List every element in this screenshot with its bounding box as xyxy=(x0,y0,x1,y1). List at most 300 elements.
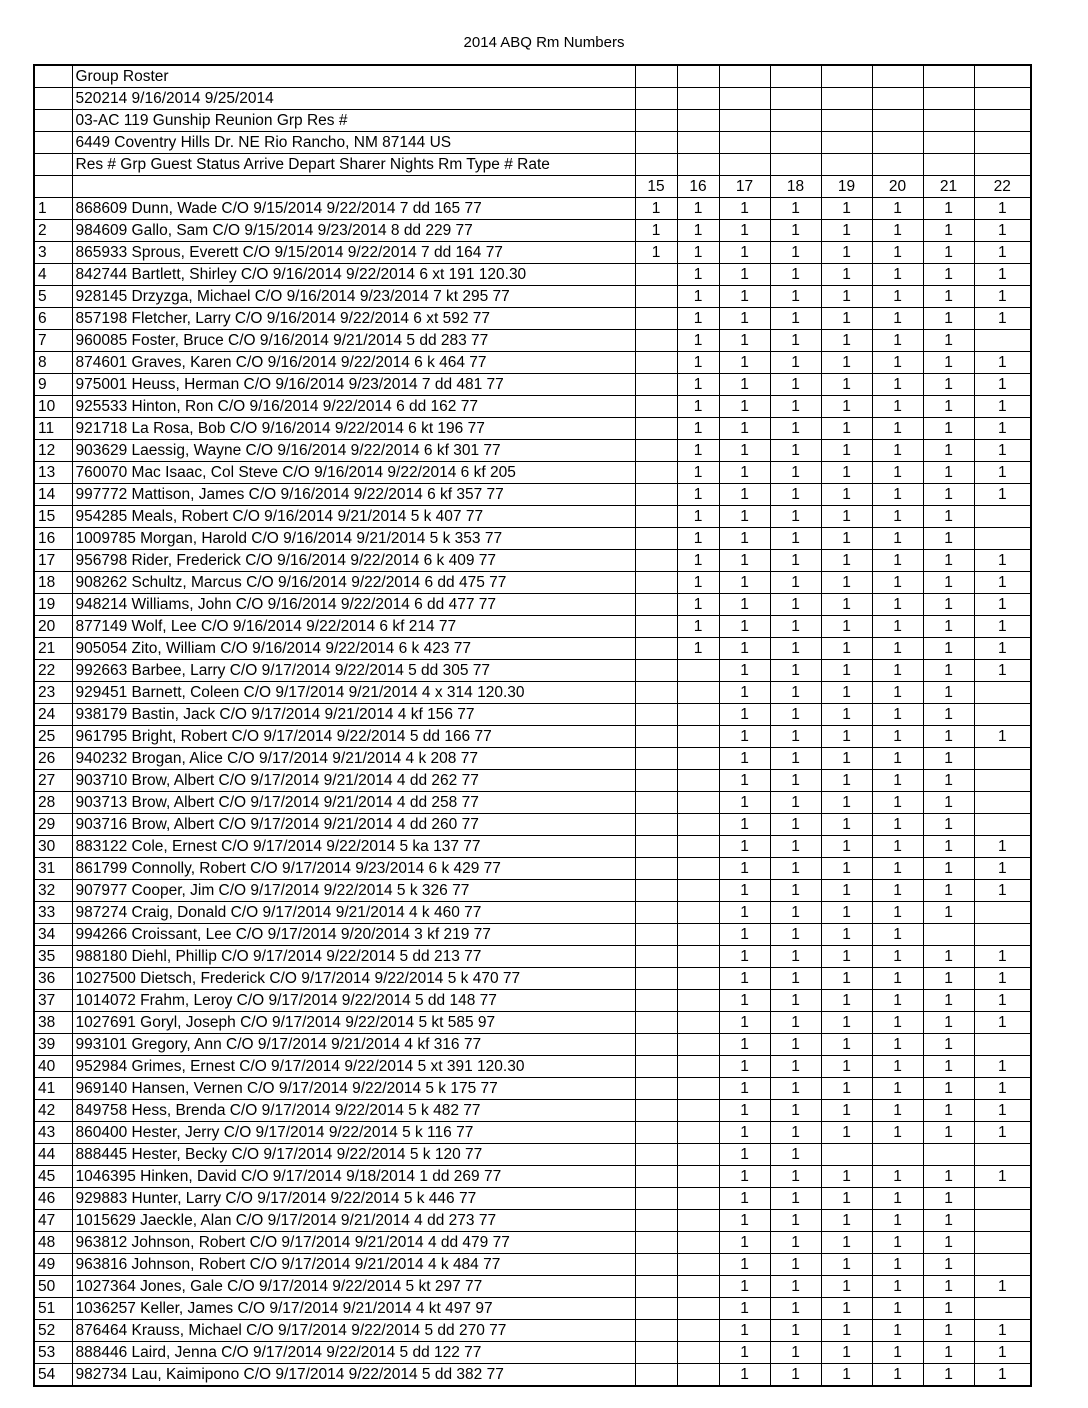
table-row xyxy=(34,352,1031,374)
row-number: 40 xyxy=(34,1056,72,1078)
night-cell-15 xyxy=(635,748,677,770)
night-cell-19: 1 xyxy=(821,682,872,704)
night-cell-19: 1 xyxy=(821,418,872,440)
night-cell-17: 1 xyxy=(719,1144,770,1166)
row-number: 33 xyxy=(34,902,72,924)
night-cell-17: 1 xyxy=(719,770,770,792)
night-cell-20: 1 xyxy=(872,1188,923,1210)
night-cell-17: 1 xyxy=(719,352,770,374)
night-cell-20: 1 xyxy=(872,462,923,484)
table-row xyxy=(34,440,1031,462)
header-info-text: 03-AC 119 Gunship Reunion Grp Res # xyxy=(72,110,635,132)
table-row xyxy=(34,1034,1031,1056)
night-cell-15 xyxy=(635,638,677,660)
day-cell xyxy=(677,154,719,176)
row-number: 19 xyxy=(34,594,72,616)
night-cell-21: 1 xyxy=(923,286,974,308)
night-cell-22: 1 xyxy=(974,858,1031,880)
table-row xyxy=(34,506,1031,528)
night-cell-18: 1 xyxy=(770,814,821,836)
guest-reservation-text: 929451 Barnett, Coleen C/O 9/17/2014 9/21/2014 4 x 314 120.30 xyxy=(72,682,635,704)
night-cell-22: 1 xyxy=(974,198,1031,220)
night-cell-17: 1 xyxy=(719,902,770,924)
row-number: 14 xyxy=(34,484,72,506)
night-cell-20: 1 xyxy=(872,946,923,968)
guest-reservation-text: 760070 Mac Isaac, Col Steve C/O 9/16/2014 9/22/2014 6 kf 205 xyxy=(72,462,635,484)
night-cell-17: 1 xyxy=(719,660,770,682)
night-cell-18: 1 xyxy=(770,1188,821,1210)
night-cell-22 xyxy=(974,1144,1031,1166)
guest-reservation-text: 903710 Brow, Albert C/O 9/17/2014 9/21/2014 4 dd 262 77 xyxy=(72,770,635,792)
table-row xyxy=(34,1166,1031,1188)
night-cell-20: 1 xyxy=(872,286,923,308)
night-cell-19: 1 xyxy=(821,924,872,946)
night-cell-16 xyxy=(677,1144,719,1166)
night-cell-20: 1 xyxy=(872,396,923,418)
row-number-cell xyxy=(34,176,72,198)
row-number: 25 xyxy=(34,726,72,748)
night-cell-15 xyxy=(635,902,677,924)
night-cell-19: 1 xyxy=(821,1232,872,1254)
night-cell-16: 1 xyxy=(677,330,719,352)
guest-reservation-text: 987274 Craig, Donald C/O 9/17/2014 9/21/2014 4 k 460 77 xyxy=(72,902,635,924)
row-number-cell xyxy=(34,154,72,176)
night-cell-18: 1 xyxy=(770,1232,821,1254)
table-row xyxy=(34,1364,1031,1387)
night-cell-19: 1 xyxy=(821,528,872,550)
night-cell-16 xyxy=(677,1364,719,1387)
night-cell-21: 1 xyxy=(923,726,974,748)
guest-reservation-text: 849758 Hess, Brenda C/O 9/17/2014 9/22/2014 5 k 482 77 xyxy=(72,1100,635,1122)
night-cell-17: 1 xyxy=(719,1078,770,1100)
night-cell-21: 1 xyxy=(923,968,974,990)
header-info-row xyxy=(34,65,1031,88)
night-cell-20 xyxy=(872,1144,923,1166)
row-number: 12 xyxy=(34,440,72,462)
day-cell xyxy=(635,132,677,154)
night-cell-19: 1 xyxy=(821,858,872,880)
guest-reservation-text: 984609 Gallo, Sam C/O 9/15/2014 9/23/2014 8 dd 229 77 xyxy=(72,220,635,242)
night-cell-19: 1 xyxy=(821,1122,872,1144)
night-cell-20: 1 xyxy=(872,1056,923,1078)
night-cell-17: 1 xyxy=(719,1364,770,1387)
guest-reservation-text: 861799 Connolly, Robert C/O 9/17/2014 9/23/2014 6 k 429 77 xyxy=(72,858,635,880)
night-cell-17: 1 xyxy=(719,682,770,704)
header-info-text: Res # Grp Guest Status Arrive Depart Sharer Nights Rm Type # Rate xyxy=(72,154,635,176)
table-row xyxy=(34,220,1031,242)
night-cell-19: 1 xyxy=(821,1298,872,1320)
row-number: 37 xyxy=(34,990,72,1012)
night-cell-15 xyxy=(635,858,677,880)
row-number: 26 xyxy=(34,748,72,770)
guest-reservation-text: 948214 Williams, John C/O 9/16/2014 9/22/2014 6 dd 477 77 xyxy=(72,594,635,616)
day-cell xyxy=(821,110,872,132)
night-cell-16 xyxy=(677,1166,719,1188)
night-cell-22 xyxy=(974,330,1031,352)
night-cell-19: 1 xyxy=(821,726,872,748)
night-cell-20: 1 xyxy=(872,902,923,924)
night-cell-19: 1 xyxy=(821,902,872,924)
night-cell-16 xyxy=(677,1232,719,1254)
day-cell xyxy=(872,88,923,110)
night-cell-20: 1 xyxy=(872,990,923,1012)
night-cell-20: 1 xyxy=(872,748,923,770)
row-number: 43 xyxy=(34,1122,72,1144)
night-cell-22 xyxy=(974,770,1031,792)
table-row xyxy=(34,1320,1031,1342)
night-cell-19: 1 xyxy=(821,352,872,374)
guest-reservation-text: 903713 Brow, Albert C/O 9/17/2014 9/21/2014 4 dd 258 77 xyxy=(72,792,635,814)
night-cell-16 xyxy=(677,682,719,704)
table-row xyxy=(34,770,1031,792)
night-cell-21: 1 xyxy=(923,1254,974,1276)
night-cell-18: 1 xyxy=(770,220,821,242)
row-number: 39 xyxy=(34,1034,72,1056)
night-cell-15: 1 xyxy=(635,220,677,242)
row-number-cell xyxy=(34,132,72,154)
night-cell-22 xyxy=(974,704,1031,726)
night-cell-18: 1 xyxy=(770,594,821,616)
night-cell-20: 1 xyxy=(872,550,923,572)
guest-reservation-text: 954285 Meals, Robert C/O 9/16/2014 9/21/2014 5 k 407 77 xyxy=(72,506,635,528)
night-cell-18: 1 xyxy=(770,286,821,308)
row-number: 11 xyxy=(34,418,72,440)
day-cell xyxy=(821,65,872,88)
day-cell xyxy=(770,88,821,110)
night-cell-22: 1 xyxy=(974,1012,1031,1034)
night-cell-18: 1 xyxy=(770,858,821,880)
day-cell xyxy=(872,154,923,176)
night-cell-15 xyxy=(635,1188,677,1210)
night-cell-18: 1 xyxy=(770,638,821,660)
night-cell-17: 1 xyxy=(719,1232,770,1254)
night-cell-19: 1 xyxy=(821,1100,872,1122)
night-cell-21: 1 xyxy=(923,1056,974,1078)
row-number: 54 xyxy=(34,1364,72,1387)
night-cell-22: 1 xyxy=(974,660,1031,682)
night-cell-18: 1 xyxy=(770,1144,821,1166)
guest-reservation-text: 993101 Gregory, Ann C/O 9/17/2014 9/21/2014 4 kf 316 77 xyxy=(72,1034,635,1056)
night-cell-18: 1 xyxy=(770,352,821,374)
table-row xyxy=(34,264,1031,286)
row-number: 51 xyxy=(34,1298,72,1320)
day-cell xyxy=(923,154,974,176)
night-cell-18: 1 xyxy=(770,682,821,704)
night-cell-17: 1 xyxy=(719,330,770,352)
night-cell-16 xyxy=(677,748,719,770)
night-cell-20: 1 xyxy=(872,374,923,396)
day-cell xyxy=(719,110,770,132)
night-cell-22 xyxy=(974,1298,1031,1320)
night-cell-19: 1 xyxy=(821,814,872,836)
night-cell-15: 1 xyxy=(635,242,677,264)
night-cell-15 xyxy=(635,330,677,352)
table-row xyxy=(34,902,1031,924)
night-cell-17: 1 xyxy=(719,594,770,616)
night-cell-21: 1 xyxy=(923,1342,974,1364)
night-cell-19: 1 xyxy=(821,550,872,572)
table-row xyxy=(34,1232,1031,1254)
night-cell-15 xyxy=(635,484,677,506)
guest-reservation-text: 1015629 Jaeckle, Alan C/O 9/17/2014 9/21/2014 4 dd 273 77 xyxy=(72,1210,635,1232)
night-cell-15 xyxy=(635,726,677,748)
night-cell-21: 1 xyxy=(923,506,974,528)
night-cell-19: 1 xyxy=(821,616,872,638)
row-number: 48 xyxy=(34,1232,72,1254)
guest-reservation-text: 975001 Heuss, Herman C/O 9/16/2014 9/23/2014 7 dd 481 77 xyxy=(72,374,635,396)
night-cell-17: 1 xyxy=(719,374,770,396)
guest-reservation-text: 960085 Foster, Bruce C/O 9/16/2014 9/21/2014 5 dd 283 77 xyxy=(72,330,635,352)
day-cell xyxy=(770,110,821,132)
night-cell-20: 1 xyxy=(872,616,923,638)
night-cell-17: 1 xyxy=(719,858,770,880)
night-cell-20: 1 xyxy=(872,1034,923,1056)
night-cell-17: 1 xyxy=(719,968,770,990)
night-cell-15 xyxy=(635,440,677,462)
night-cell-20: 1 xyxy=(872,220,923,242)
night-cell-20: 1 xyxy=(872,594,923,616)
night-cell-16 xyxy=(677,660,719,682)
night-cell-21: 1 xyxy=(923,308,974,330)
night-cell-20: 1 xyxy=(872,440,923,462)
night-cell-19 xyxy=(821,1144,872,1166)
night-cell-22: 1 xyxy=(974,1078,1031,1100)
row-number: 50 xyxy=(34,1276,72,1298)
night-cell-18: 1 xyxy=(770,1166,821,1188)
day-header-row xyxy=(34,176,1031,198)
night-cell-18: 1 xyxy=(770,792,821,814)
guest-reservation-text: 1046395 Hinken, David C/O 9/17/2014 9/18/2014 1 dd 269 77 xyxy=(72,1166,635,1188)
day-header-22: 22 xyxy=(974,176,1031,198)
row-number: 35 xyxy=(34,946,72,968)
guest-reservation-text: 963816 Johnson, Robert C/O 9/17/2014 9/21/2014 4 k 484 77 xyxy=(72,1254,635,1276)
night-cell-15 xyxy=(635,1144,677,1166)
night-cell-15 xyxy=(635,1276,677,1298)
night-cell-22: 1 xyxy=(974,308,1031,330)
night-cell-17: 1 xyxy=(719,1166,770,1188)
night-cell-16: 1 xyxy=(677,594,719,616)
table-row xyxy=(34,946,1031,968)
day-cell xyxy=(872,132,923,154)
guest-reservation-text: 876464 Krauss, Michael C/O 9/17/2014 9/22/2014 5 dd 270 77 xyxy=(72,1320,635,1342)
night-cell-18: 1 xyxy=(770,1342,821,1364)
day-cell xyxy=(635,154,677,176)
night-cell-16 xyxy=(677,1320,719,1342)
day-cell xyxy=(677,65,719,88)
table-row xyxy=(34,550,1031,572)
night-cell-20: 1 xyxy=(872,1298,923,1320)
guest-reservation-text: 969140 Hansen, Vernen C/O 9/17/2014 9/22/2014 5 k 175 77 xyxy=(72,1078,635,1100)
row-number: 1 xyxy=(34,198,72,220)
night-cell-15 xyxy=(635,308,677,330)
night-cell-17: 1 xyxy=(719,1342,770,1364)
night-cell-19: 1 xyxy=(821,308,872,330)
guest-reservation-text: 982734 Lau, Kaimipono C/O 9/17/2014 9/22/2014 5 dd 382 77 xyxy=(72,1364,635,1387)
day-cell xyxy=(821,88,872,110)
night-cell-19: 1 xyxy=(821,968,872,990)
table-body xyxy=(34,65,1031,1386)
night-cell-16: 1 xyxy=(677,308,719,330)
night-cell-20: 1 xyxy=(872,660,923,682)
night-cell-20: 1 xyxy=(872,484,923,506)
night-cell-16: 1 xyxy=(677,550,719,572)
night-cell-21: 1 xyxy=(923,418,974,440)
night-cell-15 xyxy=(635,550,677,572)
day-cell xyxy=(719,154,770,176)
day-cell xyxy=(635,65,677,88)
night-cell-15 xyxy=(635,1364,677,1387)
day-header-15: 15 xyxy=(635,176,677,198)
table-row xyxy=(34,638,1031,660)
night-cell-18: 1 xyxy=(770,1276,821,1298)
night-cell-21: 1 xyxy=(923,748,974,770)
row-number: 10 xyxy=(34,396,72,418)
row-number: 6 xyxy=(34,308,72,330)
day-header-17: 17 xyxy=(719,176,770,198)
night-cell-22: 1 xyxy=(974,726,1031,748)
night-cell-16: 1 xyxy=(677,374,719,396)
guest-reservation-text: 874601 Graves, Karen C/O 9/16/2014 9/22/2014 6 k 464 77 xyxy=(72,352,635,374)
night-cell-15 xyxy=(635,1034,677,1056)
row-number: 22 xyxy=(34,660,72,682)
night-cell-17: 1 xyxy=(719,814,770,836)
night-cell-17: 1 xyxy=(719,1188,770,1210)
night-cell-17: 1 xyxy=(719,1012,770,1034)
table-row xyxy=(34,1276,1031,1298)
night-cell-19: 1 xyxy=(821,1254,872,1276)
night-cell-19: 1 xyxy=(821,396,872,418)
night-cell-15 xyxy=(635,352,677,374)
night-cell-19: 1 xyxy=(821,880,872,902)
guest-reservation-text: 888446 Laird, Jenna C/O 9/17/2014 9/22/2014 5 dd 122 77 xyxy=(72,1342,635,1364)
night-cell-17: 1 xyxy=(719,616,770,638)
night-cell-21: 1 xyxy=(923,484,974,506)
night-cell-18: 1 xyxy=(770,440,821,462)
night-cell-17: 1 xyxy=(719,1254,770,1276)
night-cell-21: 1 xyxy=(923,1100,974,1122)
day-cell xyxy=(719,88,770,110)
night-cell-22: 1 xyxy=(974,418,1031,440)
night-cell-21: 1 xyxy=(923,198,974,220)
night-cell-15 xyxy=(635,1254,677,1276)
day-cell xyxy=(872,110,923,132)
night-cell-17: 1 xyxy=(719,484,770,506)
table-row xyxy=(34,1056,1031,1078)
table-row xyxy=(34,1342,1031,1364)
night-cell-17: 1 xyxy=(719,462,770,484)
night-cell-22: 1 xyxy=(974,264,1031,286)
night-cell-19: 1 xyxy=(821,990,872,1012)
night-cell-20: 1 xyxy=(872,1364,923,1387)
night-cell-19: 1 xyxy=(821,506,872,528)
night-cell-19: 1 xyxy=(821,1188,872,1210)
night-cell-20: 1 xyxy=(872,1254,923,1276)
night-cell-20: 1 xyxy=(872,572,923,594)
night-cell-15 xyxy=(635,792,677,814)
night-cell-20: 1 xyxy=(872,814,923,836)
day-cell xyxy=(677,132,719,154)
night-cell-16 xyxy=(677,1012,719,1034)
night-cell-21: 1 xyxy=(923,792,974,814)
night-cell-16 xyxy=(677,946,719,968)
night-cell-16 xyxy=(677,1100,719,1122)
night-cell-18: 1 xyxy=(770,1320,821,1342)
night-cell-16 xyxy=(677,814,719,836)
guest-reservation-text: 1036257 Keller, James C/O 9/17/2014 9/21/2014 4 kt 497 97 xyxy=(72,1298,635,1320)
night-cell-18: 1 xyxy=(770,880,821,902)
guest-reservation-text: 988180 Diehl, Phillip C/O 9/17/2014 9/22/2014 5 dd 213 77 xyxy=(72,946,635,968)
night-cell-22: 1 xyxy=(974,638,1031,660)
table-row xyxy=(34,528,1031,550)
night-cell-22: 1 xyxy=(974,880,1031,902)
night-cell-18: 1 xyxy=(770,968,821,990)
night-cell-20: 1 xyxy=(872,924,923,946)
night-cell-22: 1 xyxy=(974,616,1031,638)
row-number: 21 xyxy=(34,638,72,660)
night-cell-22 xyxy=(974,1254,1031,1276)
guest-reservation-text: 921718 La Rosa, Bob C/O 9/16/2014 9/22/2014 6 kt 196 77 xyxy=(72,418,635,440)
night-cell-16: 1 xyxy=(677,352,719,374)
night-cell-16 xyxy=(677,1056,719,1078)
night-cell-19: 1 xyxy=(821,1364,872,1387)
night-cell-16 xyxy=(677,1034,719,1056)
table-row xyxy=(34,660,1031,682)
night-cell-22: 1 xyxy=(974,594,1031,616)
row-number: 32 xyxy=(34,880,72,902)
row-number: 24 xyxy=(34,704,72,726)
header-info-text: 6449 Coventry Hills Dr. NE Rio Rancho, NM 87144 US xyxy=(72,132,635,154)
night-cell-15: 1 xyxy=(635,198,677,220)
table-row xyxy=(34,682,1031,704)
table-row xyxy=(34,308,1031,330)
table-row xyxy=(34,1210,1031,1232)
night-cell-16 xyxy=(677,726,719,748)
night-cell-22 xyxy=(974,924,1031,946)
night-cell-22: 1 xyxy=(974,572,1031,594)
night-cell-17: 1 xyxy=(719,220,770,242)
night-cell-19: 1 xyxy=(821,242,872,264)
row-number: 18 xyxy=(34,572,72,594)
night-cell-17: 1 xyxy=(719,528,770,550)
header-info-row xyxy=(34,88,1031,110)
table-row xyxy=(34,704,1031,726)
night-cell-20: 1 xyxy=(872,1320,923,1342)
night-cell-22: 1 xyxy=(974,1166,1031,1188)
night-cell-18: 1 xyxy=(770,418,821,440)
row-number: 41 xyxy=(34,1078,72,1100)
night-cell-17: 1 xyxy=(719,792,770,814)
table-row xyxy=(34,1100,1031,1122)
day-cell xyxy=(635,88,677,110)
night-cell-21: 1 xyxy=(923,594,974,616)
night-cell-20: 1 xyxy=(872,242,923,264)
table-row xyxy=(34,990,1031,1012)
day-header-18: 18 xyxy=(770,176,821,198)
night-cell-21: 1 xyxy=(923,1210,974,1232)
night-cell-21: 1 xyxy=(923,220,974,242)
night-cell-21: 1 xyxy=(923,814,974,836)
night-cell-20: 1 xyxy=(872,638,923,660)
night-cell-20: 1 xyxy=(872,264,923,286)
night-cell-18: 1 xyxy=(770,1254,821,1276)
row-number: 27 xyxy=(34,770,72,792)
night-cell-18: 1 xyxy=(770,1034,821,1056)
night-cell-17: 1 xyxy=(719,572,770,594)
guest-reservation-text: 928145 Drzyzga, Michael C/O 9/16/2014 9/23/2014 7 kt 295 77 xyxy=(72,286,635,308)
guest-reservation-text: 1014072 Frahm, Leroy C/O 9/17/2014 9/22/2014 5 dd 148 77 xyxy=(72,990,635,1012)
night-cell-21: 1 xyxy=(923,440,974,462)
table-row xyxy=(34,1254,1031,1276)
